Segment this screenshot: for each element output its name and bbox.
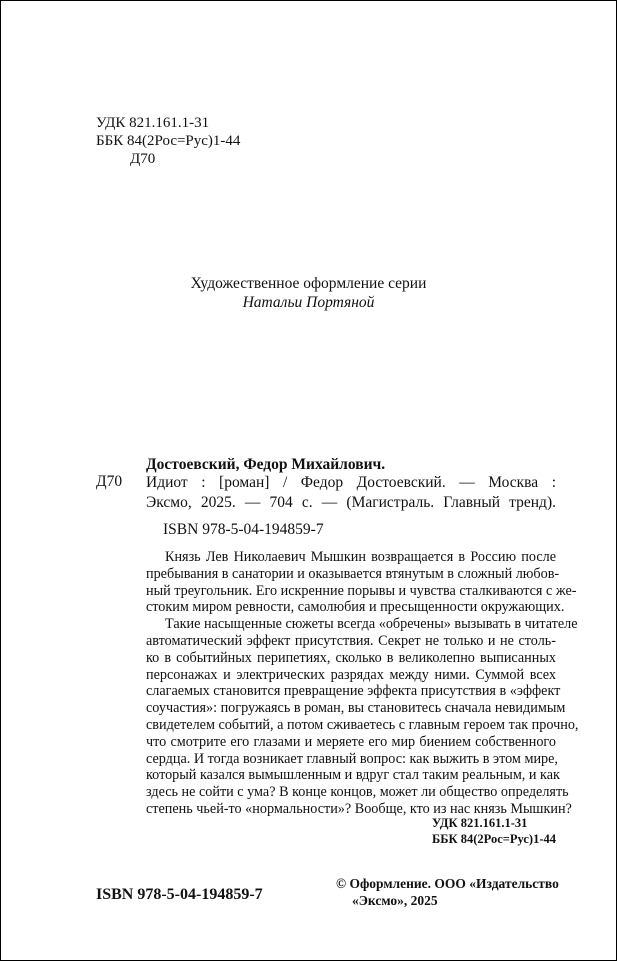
annotation-line: пребывания в санатории и оказывается втянутым в сложный любов- <box>146 565 560 582</box>
annotation-line: персонажах и электрических разрядах между ними. Суммой всех <box>146 666 556 683</box>
annotation-line: ко в событийных перипетиях, сколько в великолепно выписанных <box>146 649 556 666</box>
copyright-line: © Оформление. ООО «Издательство <box>336 876 559 891</box>
library-code: Д70 <box>96 473 123 490</box>
annotation-line: соучастия»: погружаясь в роман, вы становитесь сначала невидимым <box>146 700 566 717</box>
annotation-line: ный треугольник. Его искренние порывы и чувства сталкиваются с же- <box>146 582 577 599</box>
biblio-line: Идиот : [роман] / Федор Достоевский. — Москва : <box>146 474 556 491</box>
bibliographic-description <box>146 473 556 513</box>
footer-udk-code: УДК 821.161.1-31 <box>432 816 528 830</box>
author-heading: Достоевский, Федор Михайлович. <box>146 456 386 473</box>
annotation-line: Князь Лев Николаевич Мышкин возвращается в Россию после <box>165 549 556 565</box>
annotation-line: автоматический эффект присутствия. Секрет не только и не столь- <box>146 632 556 649</box>
footer-isbn: ISBN 978-5-04-194859-7 <box>96 886 263 903</box>
copyright-line: «Эксмо», 2025 <box>352 893 438 908</box>
udk-code: УДК 821.161.1-31 <box>96 115 210 131</box>
annotation-line: сердца. И тогда возникает главный вопрос: как выжить в этом мире, <box>146 750 558 767</box>
copyright-notice <box>336 875 559 909</box>
biblio-line: Эксмо, 2025. — 704 с. — (Магистраль. Главный тренд). <box>146 494 556 511</box>
designer-name: Натальи Портяной <box>242 294 375 311</box>
bbk-code: ББК 84(2Рос=Рус)1-44 <box>96 133 241 149</box>
author-mark: Д70 <box>130 151 156 167</box>
design-credit <box>1 274 616 312</box>
annotation-line: здесь не сойти с ума? В конце концов, может ли общество определять <box>146 784 569 801</box>
annotation-line: что смотрите его глазами и меряете его мир биением собственного <box>146 733 556 750</box>
footer-classification-codes <box>432 815 556 847</box>
footer-bbk-code: ББК 84(2Рос=Рус)1-44 <box>432 832 556 846</box>
annotation-line: который казался вымышленным и вдруг стал таким реальным, и как <box>146 767 560 784</box>
annotation-line: слагаемых становится превращение эффекта присутствия в «эффект <box>146 683 561 700</box>
isbn-record: ISBN 978-5-04-194859-7 <box>163 521 324 538</box>
annotation-line: стоким миром ревности, самолюбия и пресыщенности окружающих. <box>146 599 565 616</box>
classification-codes <box>96 114 240 168</box>
annotation-line: свидетелем событий, а потом сживаетесь с главным героем так прочно, <box>146 716 579 733</box>
annotation-line: Такие насыщенные сюжеты всегда «обречены» вызывать в читателе <box>165 616 578 633</box>
annotation-line: степень чьей-то «нормальности»? Вообще, кто из нас князь Мышкин? <box>146 800 572 817</box>
design-credit-line: Художественное оформление серии <box>190 275 427 292</box>
annotation <box>146 549 579 818</box>
